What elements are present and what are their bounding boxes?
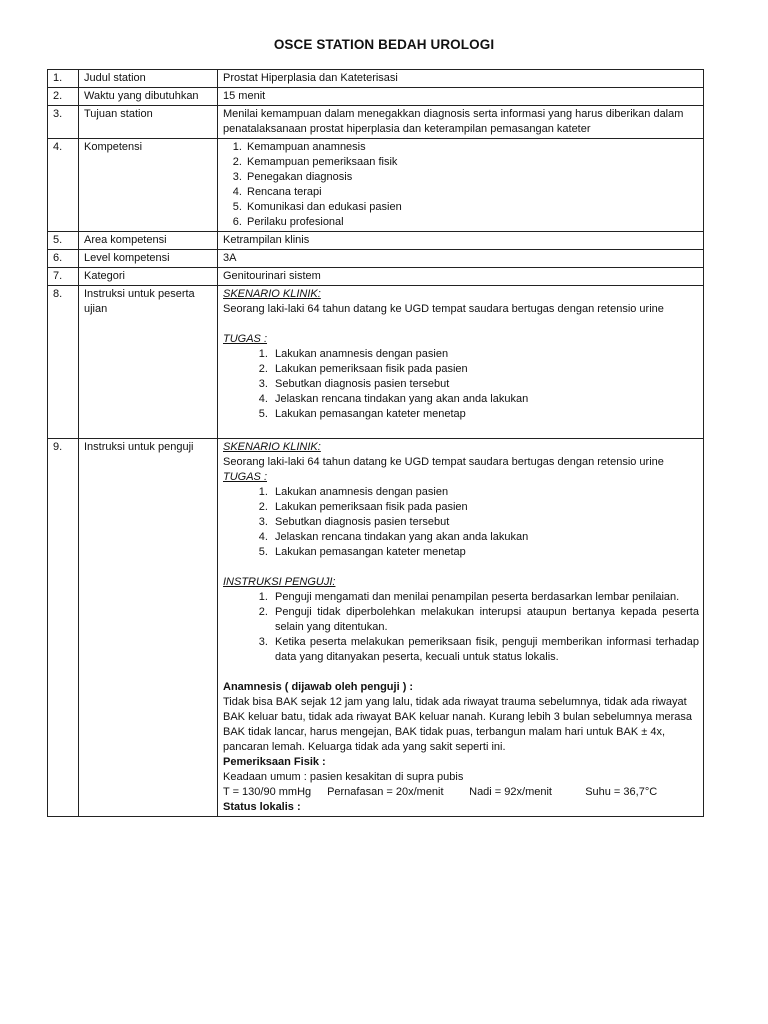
local-status: Status lokalis :	[223, 801, 301, 813]
anamnesis-heading: Anamnesis ( dijawab oleh penguji ) :	[223, 681, 414, 693]
list-item: 2. Penguji tidak diperbolehkan melakukan interupsi ataupun bertanya kepada peserta selain yang ditentukan.	[271, 605, 699, 635]
table-row	[48, 268, 704, 286]
row-number: 5.	[48, 232, 79, 250]
spacer	[223, 665, 699, 680]
list-item: 6. Perilaku profesional	[245, 215, 699, 230]
tasks-heading: TUGAS :	[223, 471, 268, 483]
row-label: Level kompetensi	[79, 250, 218, 268]
physical-exam-heading: Pemeriksaan Fisik :	[223, 756, 326, 768]
list-item: 5. Lakukan pemasangan kateter menetap	[271, 545, 699, 560]
list-item: 4. Jelaskan rencana tindakan yang akan anda lakukan	[271, 530, 699, 545]
scenario-text: Seorang laki-laki 64 tahun datang ke UGD tempat saudara bertugas dengan retensio urine	[223, 303, 664, 315]
row-number: 6.	[48, 250, 79, 268]
table-row	[48, 232, 704, 250]
row-label: Kategori	[79, 268, 218, 286]
respiration: Pernafasan = 20x/menit	[327, 786, 444, 798]
scenario-text: Seorang laki-laki 64 tahun datang ke UGD tempat saudara bertugas dengan retensio urine	[223, 456, 664, 468]
row-label: Instruksi untuk peserta ujian	[79, 286, 218, 439]
row-number: 8.	[48, 286, 79, 439]
list-item: 4. Rencana terapi	[245, 185, 699, 200]
spacer	[223, 422, 699, 437]
row-label: Waktu yang dibutuhkan	[79, 88, 218, 106]
row-value	[218, 439, 704, 817]
table-row	[48, 139, 704, 232]
anamnesis-text: Tidak bisa BAK sejak 12 jam yang lalu, tidak ada riwayat trauma sebelumnya, tidak ada riwayat BAK keluar batu, tidak ada riwayat BAK keluar nanah. Kurang lebih 3 bulan sebelumnya merasa BAK tidak lancar, harus mengejan, BAK tidak puas, terbangun malam hari untuk BAK ± 4x, pancaran lemah. Keluarga tidak ada yang sakit seperti ini.	[223, 696, 693, 753]
row-number: 4.	[48, 139, 79, 232]
general-condition: Keadaan umum : pasien kesakitan di supra pubis	[223, 771, 464, 783]
table-row	[48, 286, 704, 439]
row-number: 9.	[48, 439, 79, 817]
table-row	[48, 106, 704, 139]
row-label: Kompetensi	[79, 139, 218, 232]
list-item: 1. Kemampuan anamnesis	[245, 140, 699, 155]
examiner-instructions-list	[223, 590, 699, 665]
row-value	[218, 139, 704, 232]
list-item: 2. Lakukan pemeriksaan fisik pada pasien	[271, 362, 699, 377]
list-item: 1. Lakukan anamnesis dengan pasien	[271, 485, 699, 500]
pulse: Nadi = 92x/menit	[469, 786, 552, 798]
spacer	[223, 560, 699, 575]
list-item: 3. Sebutkan diagnosis pasien tersebut	[271, 515, 699, 530]
competency-list	[223, 140, 699, 230]
scenario-heading: SKENARIO KLINIK:	[223, 288, 321, 300]
row-value	[218, 286, 704, 439]
row-value: Menilai kemampuan dalam menegakkan diagnosis serta informasi yang harus diberikan dalam penatalaksanaan prostat hiperplasia dan keterampilan pemasangan kateter	[218, 106, 704, 139]
tasks-list	[223, 347, 699, 422]
blood-pressure: T = 130/90 mmHg	[223, 786, 312, 798]
row-value: 15 menit	[218, 88, 704, 106]
list-item: 5. Lakukan pemasangan kateter menetap	[271, 407, 699, 422]
list-item: 1. Lakukan anamnesis dengan pasien	[271, 347, 699, 362]
table-row	[48, 439, 704, 817]
list-item: 4. Jelaskan rencana tindakan yang akan anda lakukan	[271, 392, 699, 407]
row-value: Genitourinari sistem	[218, 268, 704, 286]
tasks-heading: TUGAS :	[223, 333, 268, 345]
row-number: 1.	[48, 70, 79, 88]
row-value: 3A	[218, 250, 704, 268]
table-row	[48, 88, 704, 106]
row-value: Prostat Hiperplasia dan Kateterisasi	[218, 70, 704, 88]
row-number: 3.	[48, 106, 79, 139]
list-item: 3. Ketika peserta melakukan pemeriksaan fisik, penguji memberikan informasi terhadap data yang ditanyakan peserta, kecuali untuk status lokalis.	[271, 635, 699, 665]
row-number: 2.	[48, 88, 79, 106]
row-label: Area kompetensi	[79, 232, 218, 250]
scenario-heading: SKENARIO KLINIK:	[223, 441, 321, 453]
list-item: 3. Penegakan diagnosis	[245, 170, 699, 185]
row-value: Ketrampilan klinis	[218, 232, 704, 250]
list-item: 5. Komunikasi dan edukasi pasien	[245, 200, 699, 215]
row-label: Judul station	[79, 70, 218, 88]
table-row	[48, 70, 704, 88]
row-number: 7.	[48, 268, 79, 286]
page-title: OSCE STATION BEDAH UROLOGI	[273, 37, 495, 52]
table-row	[48, 250, 704, 268]
spacer	[223, 317, 699, 332]
list-item: 2. Kemampuan pemeriksaan fisik	[245, 155, 699, 170]
vital-signs	[223, 785, 699, 800]
list-item: 2. Lakukan pemeriksaan fisik pada pasien	[271, 500, 699, 515]
examiner-instructions-heading: INSTRUKSI PENGUJI:	[223, 576, 336, 588]
osce-station-table	[47, 69, 704, 817]
list-item: 3. Sebutkan diagnosis pasien tersebut	[271, 377, 699, 392]
row-label: Tujuan station	[79, 106, 218, 139]
list-item: 1. Penguji mengamati dan menilai penampilan peserta berdasarkan lembar penilaian.	[271, 590, 699, 605]
row-label: Instruksi untuk penguji	[79, 439, 218, 817]
tasks-list	[223, 485, 699, 560]
temperature: Suhu = 36,7°C	[585, 786, 658, 798]
